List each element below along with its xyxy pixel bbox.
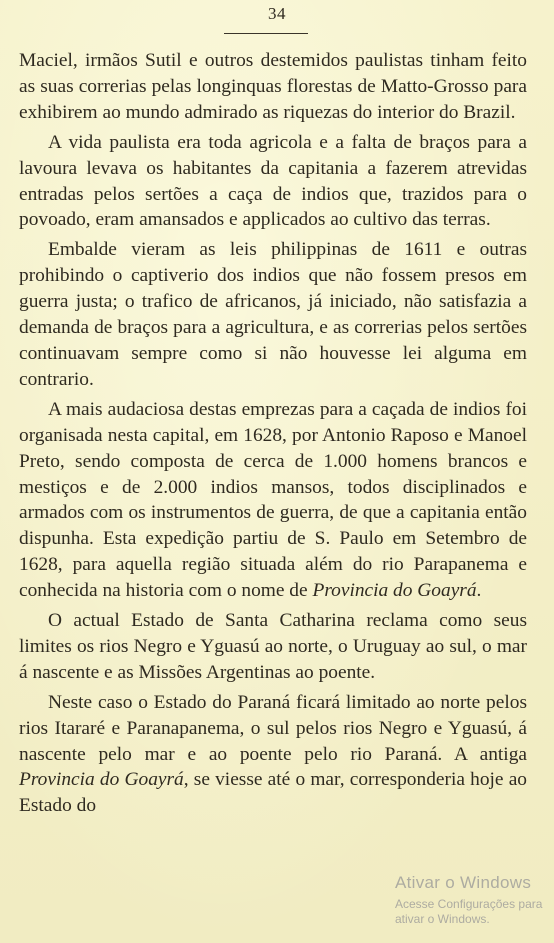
paragraph-4-italic-term: Provincia do Goayrá bbox=[312, 580, 477, 602]
watermark-title: Ativar o Windows bbox=[395, 873, 532, 892]
paragraph-6-text: Neste caso o Estado do Paraná ficará limitado ao norte pelos rios Itararé e Paranapanema, o sul pelos rios Negro e Yguasú, á nascente pelo mar e ao poente pelo rio Paraná. A antiga bbox=[19, 691, 527, 765]
paragraph-4 bbox=[19, 397, 527, 604]
paragraph-2: A vida paulista era toda agricola e a falta de braços para a lavoura levava os habitantes da capitania a fazerem atrevidas entradas pelos sertões a caça de indios que, trazidos para o povoado, eram amansados e applicados ao cultivo das terras. bbox=[19, 131, 527, 231]
paragraph-3: Embalde vieram as leis philippinas de 1611 e outras prohibindo o captiverio dos indios que não fossem presos em guerra justa; o trafico de africanos, já iniciado, não satisfazia a demanda de braços para a agricultura, e as correrias pelos sertões continuavam sempre como si não houvesse lei alguma em contrario. bbox=[19, 239, 527, 390]
paragraph-4-text: A mais audaciosa destas emprezas para a caçada de indios foi organisada nesta capital, em 1628, por Antonio Raposo e Manoel Preto, sendo composta de cerca de 1.000 homens brancos e mestiços e de 2.000 indios mansos, todos disciplinados e armados com os instrumentos de guerra, de que a capitania então dispunha. Esta expedição partiu de S. Paulo em Setembro de 1628, para aquella região situada além do rio Parapanema e conhecida na historia com o nome de bbox=[19, 398, 527, 602]
paragraph-6-italic-term: Provincia do Goayrá bbox=[19, 769, 184, 791]
paragraph-6-end: , se viesse até o mar, corresponderia hoje ao Estado do bbox=[19, 769, 528, 817]
page-number-rule bbox=[224, 33, 308, 34]
paragraph-1: Maciel, irmãos Sutil e outros destemidos paulistas tinham feito as suas correrias pelas longinquas florestas de Matto-Grosso para exhibirem ao mundo admirado as riquezas do interior do Brazil. bbox=[19, 50, 527, 123]
body-text bbox=[19, 48, 527, 823]
paragraph-4-end: . bbox=[476, 580, 482, 602]
watermark-subtitle: Acesse Configurações para ativar o Windows. bbox=[395, 897, 543, 926]
paragraph-5: O actual Estado de Santa Catharina reclama como seus limites os rios Negro e Yguasú ao norte, o Uruguay ao sul, o mar á nascente e as Missões Argentinas ao poente. bbox=[19, 610, 527, 683]
windows-activation-watermark bbox=[395, 873, 554, 927]
page-number: 34 bbox=[268, 4, 286, 23]
paragraph-6 bbox=[19, 690, 527, 820]
